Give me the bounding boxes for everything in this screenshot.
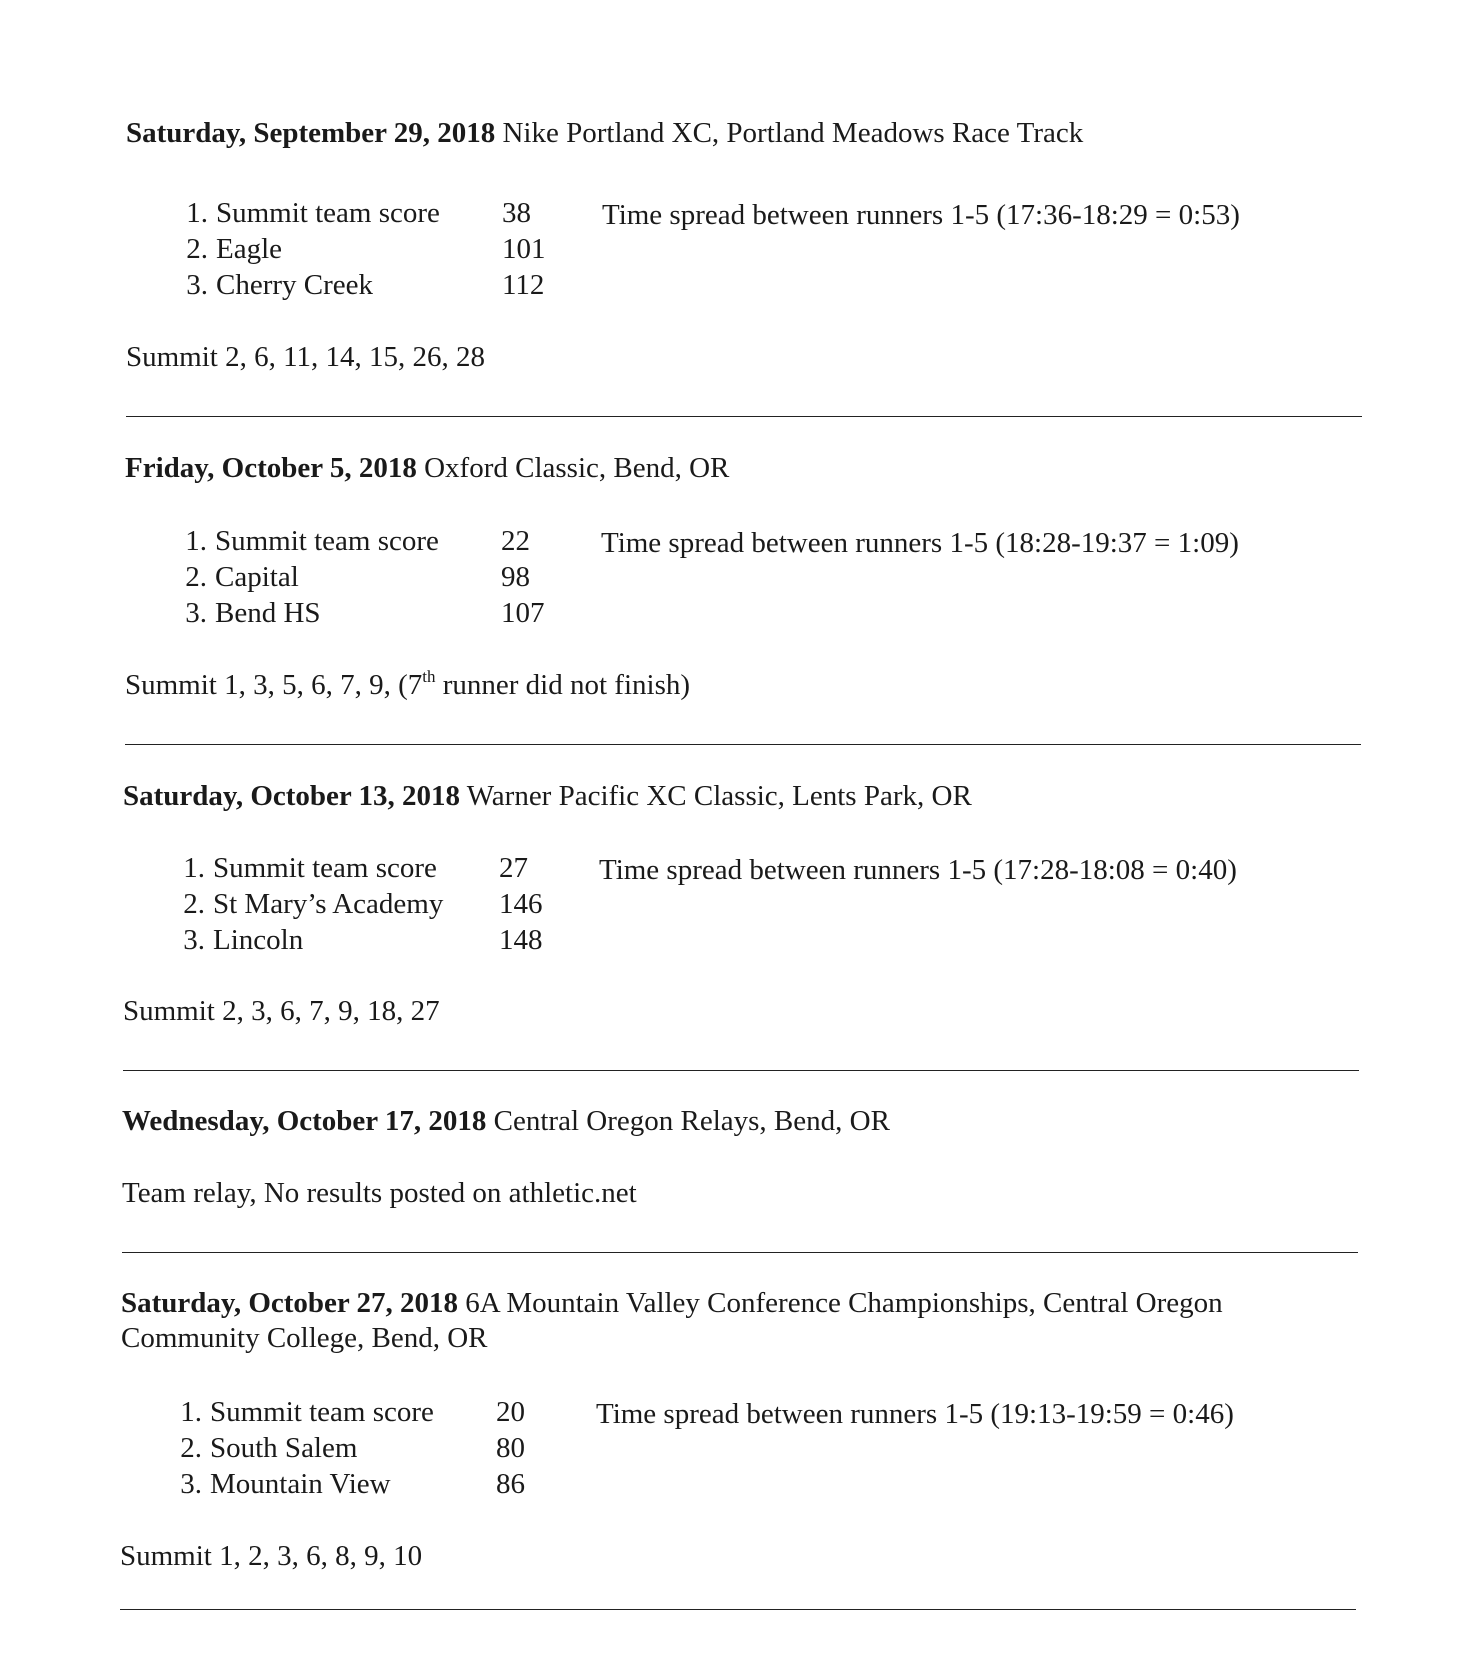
result-score: 98 xyxy=(501,561,530,593)
meet-3-time-spread: Time spread between runners 1-5 (17:28-18:08 = 0:40) xyxy=(599,854,1237,886)
meet-5-heading xyxy=(121,1286,1351,1356)
section-divider xyxy=(120,1609,1356,1610)
meet-4-note: Team relay, No results posted on athletic.net xyxy=(122,1177,637,1209)
result-team: Summit team score xyxy=(210,1396,434,1428)
result-place: 2. xyxy=(186,233,208,265)
result-team: Capital xyxy=(215,561,299,593)
meet-4-event: Central Oregon Relays, Bend, OR xyxy=(493,1105,890,1137)
meet-1-placings: Summit 2, 6, 11, 14, 15, 26, 28 xyxy=(126,341,486,373)
result-score: 86 xyxy=(496,1468,525,1500)
result-score: 27 xyxy=(499,852,528,884)
section-divider xyxy=(125,744,1361,745)
meet-5-placings: Summit 1, 2, 3, 6, 8, 9, 10 xyxy=(120,1540,423,1572)
result-score: 101 xyxy=(502,233,546,265)
meet-3-placings: Summit 2, 3, 6, 7, 9, 18, 27 xyxy=(123,995,440,1027)
meet-2-time-spread: Time spread between runners 1-5 (18:28-19:37 = 1:09) xyxy=(601,527,1239,559)
result-place: 1. xyxy=(180,1396,202,1428)
result-team: Lincoln xyxy=(213,924,304,956)
placings-text: Summit 1, 3, 5, 6, 7, 9, (7 xyxy=(125,669,423,701)
result-score: 38 xyxy=(502,197,531,229)
meet-3-event: Warner Pacific XC Classic, Lents Park, OR xyxy=(466,780,972,812)
result-team: Eagle xyxy=(216,233,283,265)
result-place: 2. xyxy=(180,1432,202,1464)
result-team: Mountain View xyxy=(210,1468,391,1500)
result-team: Bend HS xyxy=(215,597,321,629)
result-place: 3. xyxy=(185,597,207,629)
meet-4-date: Wednesday, October 17, 2018 xyxy=(122,1105,487,1137)
meet-4-heading xyxy=(122,1104,1342,1139)
result-place: 1. xyxy=(183,852,205,884)
section-divider xyxy=(126,416,1362,417)
section-divider xyxy=(122,1252,1358,1253)
meet-5-time-spread: Time spread between runners 1-5 (19:13-19:59 = 0:46) xyxy=(596,1398,1234,1430)
result-score: 148 xyxy=(499,924,543,956)
result-score: 80 xyxy=(496,1432,525,1464)
result-score: 107 xyxy=(501,597,545,629)
result-place: 2. xyxy=(185,561,207,593)
meet-3-date: Saturday, October 13, 2018 xyxy=(123,780,460,812)
result-place: 1. xyxy=(185,525,207,557)
meet-1-date: Saturday, September 29, 2018 xyxy=(126,117,496,149)
result-place: 3. xyxy=(180,1468,202,1500)
meet-1-heading xyxy=(126,116,1346,151)
meet-2-event: Oxford Classic, Bend, OR xyxy=(424,452,730,484)
result-team: Summit team score xyxy=(213,852,437,884)
meet-1-event: Nike Portland XC, Portland Meadows Race Track xyxy=(502,117,1084,149)
meet-2-placings xyxy=(125,667,690,703)
placings-text: runner did not finish) xyxy=(435,669,691,701)
result-team: Cherry Creek xyxy=(216,269,374,301)
result-score: 22 xyxy=(501,525,530,557)
meet-5-date: Saturday, October 27, 2018 xyxy=(121,1287,458,1319)
section-divider xyxy=(123,1070,1359,1071)
result-team: St Mary’s Academy xyxy=(213,888,444,920)
result-team: Summit team score xyxy=(216,197,440,229)
meet-2-date: Friday, October 5, 2018 xyxy=(125,452,417,484)
meet-1-time-spread: Time spread between runners 1-5 (17:36-18:29 = 0:53) xyxy=(602,199,1240,231)
result-place: 3. xyxy=(183,924,205,956)
result-score: 20 xyxy=(496,1396,525,1428)
meet-2-heading xyxy=(125,451,1345,486)
result-place: 2. xyxy=(183,888,205,920)
result-place: 1. xyxy=(186,197,208,229)
result-score: 112 xyxy=(502,269,545,301)
meet-5-event: 6A Mountain Valley Conference Championships, Central Oregon Community College, Bend, OR xyxy=(121,1287,1223,1354)
placings-superscript: th xyxy=(422,667,436,686)
result-team: Summit team score xyxy=(215,525,439,557)
meet-3-heading xyxy=(123,779,1343,814)
result-team: South Salem xyxy=(210,1432,358,1464)
result-score: 146 xyxy=(499,888,543,920)
result-place: 3. xyxy=(186,269,208,301)
